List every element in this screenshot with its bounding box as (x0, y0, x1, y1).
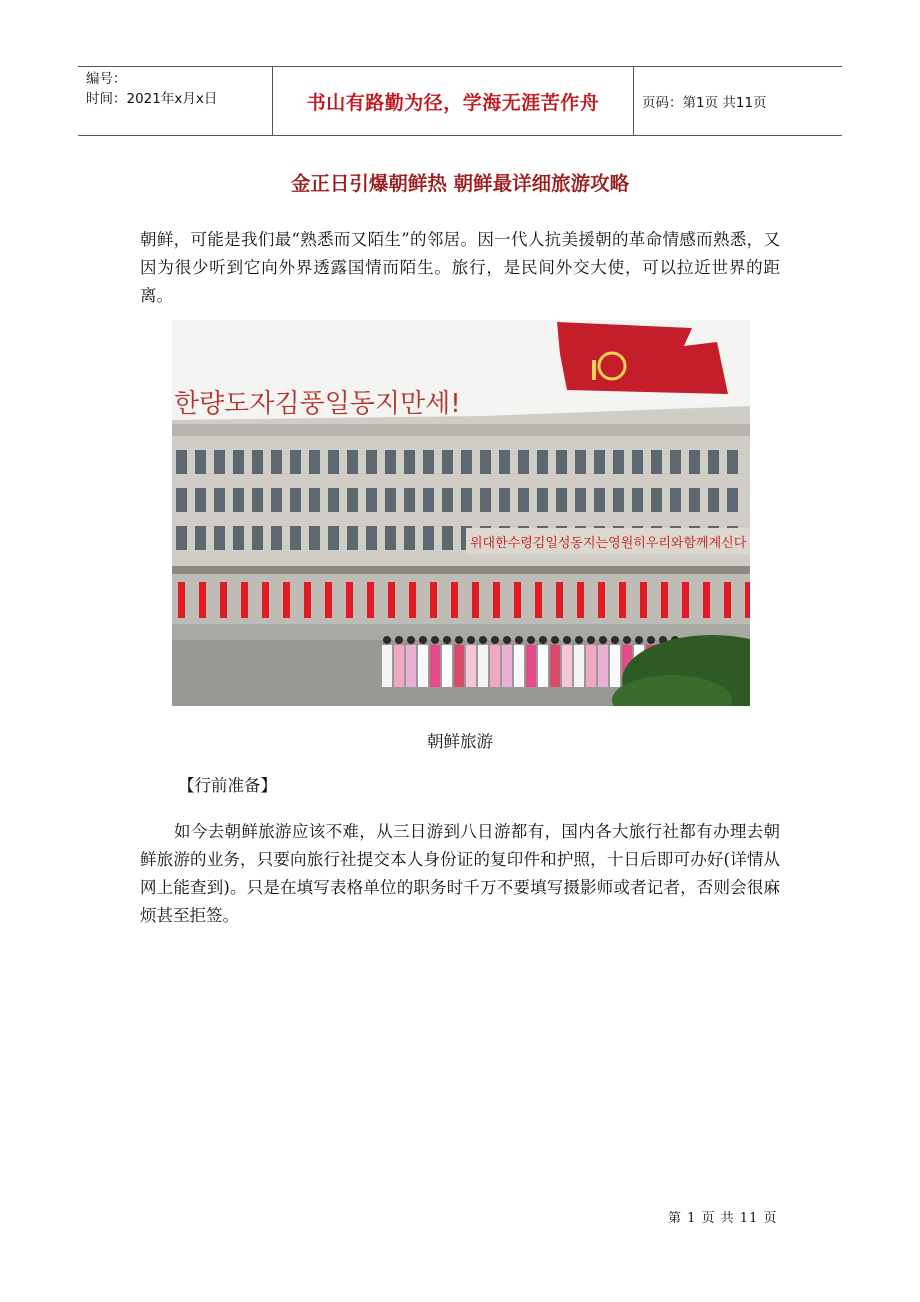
section-heading: 【行前准备】 (178, 776, 277, 795)
body-paragraph: 如今去朝鲜旅游应该不难，从三日游到八日游都有，国内各大旅行社都有办理去朝鲜旅游的业务，只要向旅行社提交本人身份证的复印件和护照，十日后即可办好(详情从网上能查到)。只是在填写表格单位的职务时千万不要填写摄影师或者记者，否则会很麻烦甚至拒签。 (140, 822, 780, 925)
header-meta (78, 67, 272, 135)
north-korea-building-photo (172, 320, 750, 706)
footer-page-number: 第 1 页 共 11 页 (668, 1211, 778, 1226)
number-label: 编号： (86, 71, 127, 87)
page-label: 页码：第1页 共11页 (642, 95, 767, 111)
intro-paragraph: 朝鲜，可能是我们最“熟悉而又陌生”的邻居。因一代人抗美援朝的革命情感而熟悉，又因为很少听到它向外界透露国情而陌生。旅行，是民间外交大使，可以拉近世界的距离。 (140, 230, 780, 305)
header-page-cell (634, 67, 842, 135)
page-header (78, 66, 842, 136)
photo-caption: 朝鲜旅游 (427, 732, 493, 751)
motto: 书山有路勤为径，学海无涯苦作舟 (306, 91, 600, 114)
photo-sign-middle: 위대한수령김일성동지는영원히우리와함께계신다 (470, 536, 747, 551)
time-label: 时间：2021年x月x日 (86, 91, 218, 107)
photo-sign-top: 한량도자김풍일동지만세! (174, 389, 461, 419)
header-motto-cell (272, 67, 634, 135)
article-title: 金正日引爆朝鲜热 朝鲜最详细旅游攻略 (290, 172, 630, 195)
